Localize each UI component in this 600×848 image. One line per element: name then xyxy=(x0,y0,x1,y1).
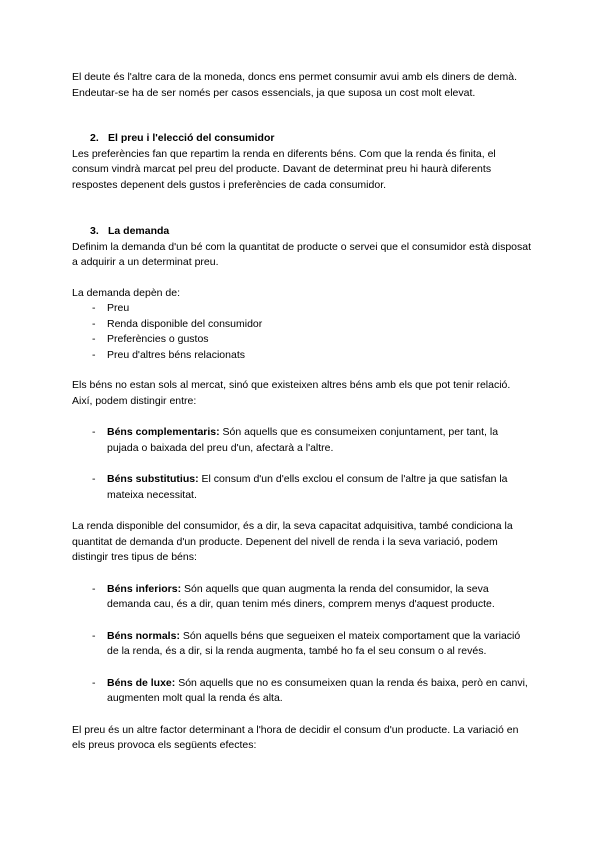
substitute-goods-term: Béns substitutius: xyxy=(107,473,199,485)
section-2-number: 2. xyxy=(90,132,99,144)
luxury-goods-item xyxy=(72,676,532,707)
list-item: - Preu d'altres béns relacionats xyxy=(72,348,532,364)
intro-paragraph: El deute és l'altre cara de la moneda, doncs ens permet consumir avui amb els diners de demà. Endeutar-se ha de ser només per casos essencials, ja que suposa un cost molt elevat. xyxy=(72,71,517,99)
section-3-number: 3. xyxy=(90,225,99,237)
inferior-goods-item xyxy=(72,582,532,613)
demand-depends-intro: La demanda depèn de: xyxy=(72,286,181,299)
income-intro: La renda disponible del consumidor, és a dir, la seva capacitat adquisitiva, també condiciona la quantitat de demanda d'un producte. Depenent del nivell de renda i la seva variació, podem distingir tres tipus de béns: xyxy=(72,520,513,563)
inferior-goods-term: Béns inferiors: xyxy=(107,582,182,595)
substitute-goods-text: El consum d'un d'ells exclou el consum de l'altre ja que satisfan la mateixa necessitat. xyxy=(107,473,508,501)
complementary-goods-term: Béns complementaris: xyxy=(107,426,220,438)
complementary-goods-text: Són aquells que es consumeixen conjuntament, per tant, la pujada o baixada del preu d'un, afectarà a l'altre. xyxy=(107,426,499,454)
inferior-goods-text: Són aquells que quan augmenta la renda del consumidor, la seva demanda cau, és a dir, quan tenim més diners, comprem menys d'aquest producte. xyxy=(107,582,495,610)
normal-goods-text: Són aquells béns que segueixen el mateix comportament que la variació de la renda, és a dir, si la renda augmenta, també ho fa el seu consum o al revés. xyxy=(107,629,521,657)
document-page xyxy=(72,70,532,754)
section-2-body: Les preferències fan que repartim la renda en diferents béns. Com que la renda és finita, el consum vindrà marcat pel preu del producte. Davant de determinat preu hi haurà diferents respostes depenent dels gustos i preferències de cada consumidor. xyxy=(72,147,496,191)
section-3-heading xyxy=(72,224,532,240)
section-3-title: La demanda xyxy=(108,225,170,237)
list-item: - Renda disponible del consumidor xyxy=(72,317,532,333)
section-2-heading xyxy=(72,131,532,147)
normal-goods-item xyxy=(72,629,532,660)
luxury-goods-term: Béns de luxe: xyxy=(107,676,176,689)
demand-factors-list xyxy=(72,301,532,363)
price-effects-intro: El preu és un altre factor determinant a l'hora de decidir el consum d'un producte. La variació en els preus provoca els següents efectes: xyxy=(72,723,519,751)
demand-definition: Definim la demanda d'un bé com la quantitat de producte o servei que el consumidor està disposat a adquirir a un determinat preu. xyxy=(72,240,532,268)
related-goods-intro: Els béns no estan sols al mercat, sinó que existeixen altres béns amb els que pot tenir relació. Així, podem distingir entre: xyxy=(72,379,511,407)
normal-goods-term: Béns normals: xyxy=(107,629,180,642)
list-item: - Preu xyxy=(72,301,532,317)
section-2-title: El preu i l'elecció del consumidor xyxy=(108,132,275,144)
list-item: - Preferències o gustos xyxy=(72,332,532,348)
substitute-goods-item xyxy=(72,472,532,503)
luxury-goods-text: Són aquells que no es consumeixen quan la renda és baixa, però en canvi, augmenten molt qual la renda és alta. xyxy=(107,676,528,704)
complementary-goods-item xyxy=(72,425,532,456)
